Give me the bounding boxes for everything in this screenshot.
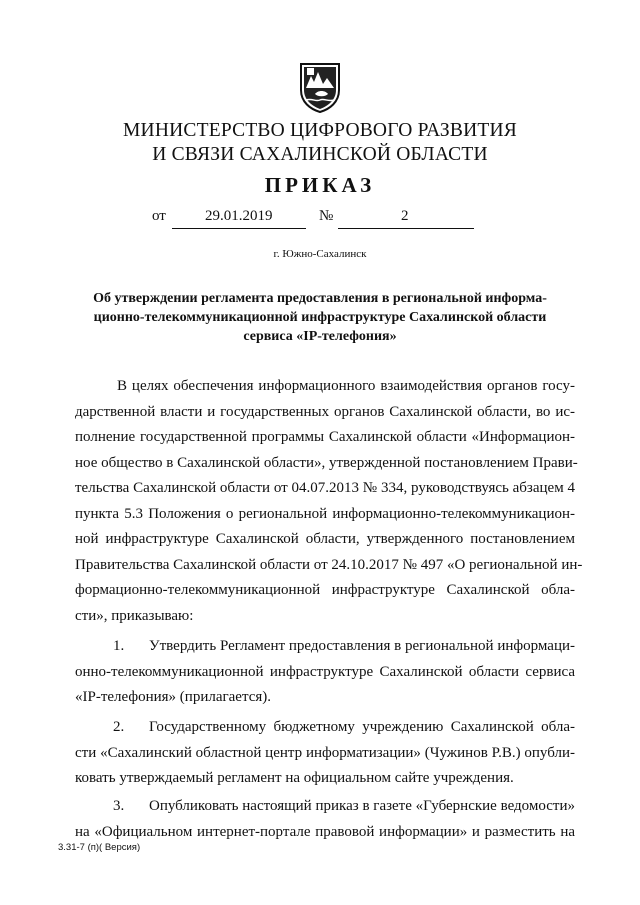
item-number: 2. <box>113 719 125 735</box>
text-line: В целях обеспечения информационного взаимодействия органов госу- <box>117 378 575 394</box>
order-title: ПРИКАЗ <box>264 173 376 197</box>
number-prefix: № <box>319 208 334 224</box>
preamble-paragraph <box>75 374 583 629</box>
number-underline <box>338 228 474 229</box>
text-line: тельства Сахалинской области от 04.07.2013 № 334, руководствуясь абзацем 4 <box>75 480 575 496</box>
text-line: Правительства Сахалинской области от 24.10.2017 № 497 «О региональной ин- <box>75 556 583 573</box>
text-line: пункта 5.3 Положения о региональной информационно-телекоммуникацион- <box>75 505 575 522</box>
item-number: 3. <box>113 798 125 814</box>
order-number: 2 <box>401 208 409 224</box>
date-underline <box>172 228 306 229</box>
text-line: формационно-телекоммуникационной инфраструктуре Сахалинской обла- <box>75 582 575 598</box>
ministry-name-line1: МИНИСТЕРСТВО ЦИФРОВОГО РАЗВИТИЯ <box>123 120 517 141</box>
subject-line: сервиса «IP-телефония» <box>243 329 397 344</box>
text-line: полнение государственной программы Сахалинской области «Информацион- <box>75 429 575 445</box>
order-item-2 <box>75 715 575 792</box>
text-line: дарственной власти и государственных органов Сахалинской области, во ис- <box>75 403 575 420</box>
text-line: Утвердить Регламент предоставления в региональной информаци- <box>149 638 575 654</box>
item-number: 1. <box>113 638 125 654</box>
subject-line: Об утверждении регламента предоставления в региональной информа- <box>93 291 547 306</box>
order-date: 29.01.2019 <box>205 208 273 224</box>
order-item-1 <box>75 634 575 711</box>
ministry-name-line2: И СВЯЗИ САХАЛИНСКОЙ ОБЛАСТИ <box>152 144 488 165</box>
text-line: ное общество в Сахалинской области», утвержденной постановлением Прави- <box>75 454 578 471</box>
text-line: Опубликовать настоящий приказ в газете «Губернские ведомости» <box>149 798 575 814</box>
text-line: сти», приказываю: <box>75 607 194 624</box>
text-line: онно-телекоммуникационной инфраструктуре Сахалинской области сервиса <box>75 663 575 680</box>
sakhalin-coat-of-arms-icon <box>298 60 342 114</box>
date-prefix: от <box>152 208 166 224</box>
text-line: сти «Сахалинский областной центр информатизации» (Чужинов Р.В.) опубли- <box>75 744 575 761</box>
text-line: ной инфраструктуре Сахалинской области, утвержденного постановлением <box>75 531 575 547</box>
text-line: ковать утверждаемый регламент на официальном сайте учреждения. <box>75 770 514 786</box>
document-version-footer: 3.31-7 (п)( Версия) <box>58 842 141 853</box>
order-subject <box>70 289 570 346</box>
text-line: Государственному бюджетному учреждению Сахалинской обла- <box>149 719 575 735</box>
text-line: на «Официальном интернет-портале правовой информации» и разместить на <box>75 823 575 840</box>
order-item-3 <box>75 794 575 845</box>
city-name: г. Южно-Сахалинск <box>273 248 367 260</box>
text-line: «IP-телефония» (прилагается). <box>75 689 271 705</box>
subject-line: ционно-телекоммуникационной инфраструктуре Сахалинской области <box>93 310 547 325</box>
